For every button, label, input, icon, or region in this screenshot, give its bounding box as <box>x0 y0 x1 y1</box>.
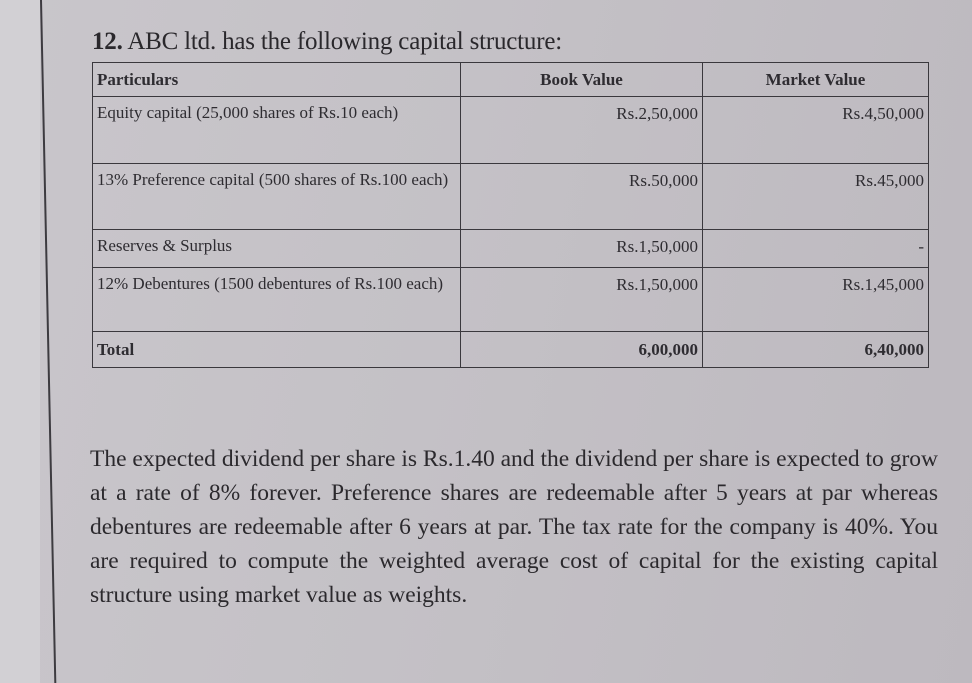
header-market-value: Market Value <box>703 63 929 97</box>
table-header-row <box>93 63 929 97</box>
question-text: ABC ltd. has the following capital structure: <box>127 28 562 55</box>
cell-market-value: Rs.1,45,000 <box>703 268 929 332</box>
cell-total-label: Total <box>93 332 461 368</box>
problem-paragraph: The expected dividend per share is Rs.1.40 and the dividend per share is expected to grow at a rate of 8% forever. Preference shares are redeemable after 5 years at par whereas debentures are redeemable after 6 years at par. The tax rate for the company is 40%. You are required to compute the weighted average cost of capital for the existing capital structure using market value as weights. <box>90 445 938 608</box>
cell-total-book-value: 6,00,000 <box>461 332 703 368</box>
question-heading <box>92 28 562 56</box>
cell-market-value: Rs.45,000 <box>703 164 929 230</box>
cell-particulars: 13% Preference capital (500 shares of Rs.100 each) <box>93 164 461 230</box>
table-row-total <box>93 332 929 368</box>
cell-market-value: Rs.4,50,000 <box>703 97 929 164</box>
cell-particulars: Equity capital (25,000 shares of Rs.10 each) <box>93 97 461 164</box>
cell-book-value: Rs.1,50,000 <box>461 268 703 332</box>
cell-market-value: - <box>703 230 929 268</box>
table-row-preference <box>93 164 929 230</box>
capital-structure-table <box>92 62 929 368</box>
cell-total-market-value: 6,40,000 <box>703 332 929 368</box>
header-book-value: Book Value <box>461 63 703 97</box>
header-particulars: Particulars <box>93 63 461 97</box>
table-row-debentures <box>93 268 929 332</box>
cell-book-value: Rs.2,50,000 <box>461 97 703 164</box>
cell-particulars: 12% Debentures (1500 debentures of Rs.100 each) <box>93 268 461 332</box>
page-edge-line <box>40 0 56 683</box>
cell-book-value: Rs.1,50,000 <box>461 230 703 268</box>
table-row-reserves <box>93 230 929 268</box>
cell-particulars: Reserves & Surplus <box>93 230 461 268</box>
page-margin <box>0 0 40 683</box>
cell-book-value: Rs.50,000 <box>461 164 703 230</box>
question-number: 12. <box>92 28 123 55</box>
table-row-equity <box>93 97 929 164</box>
